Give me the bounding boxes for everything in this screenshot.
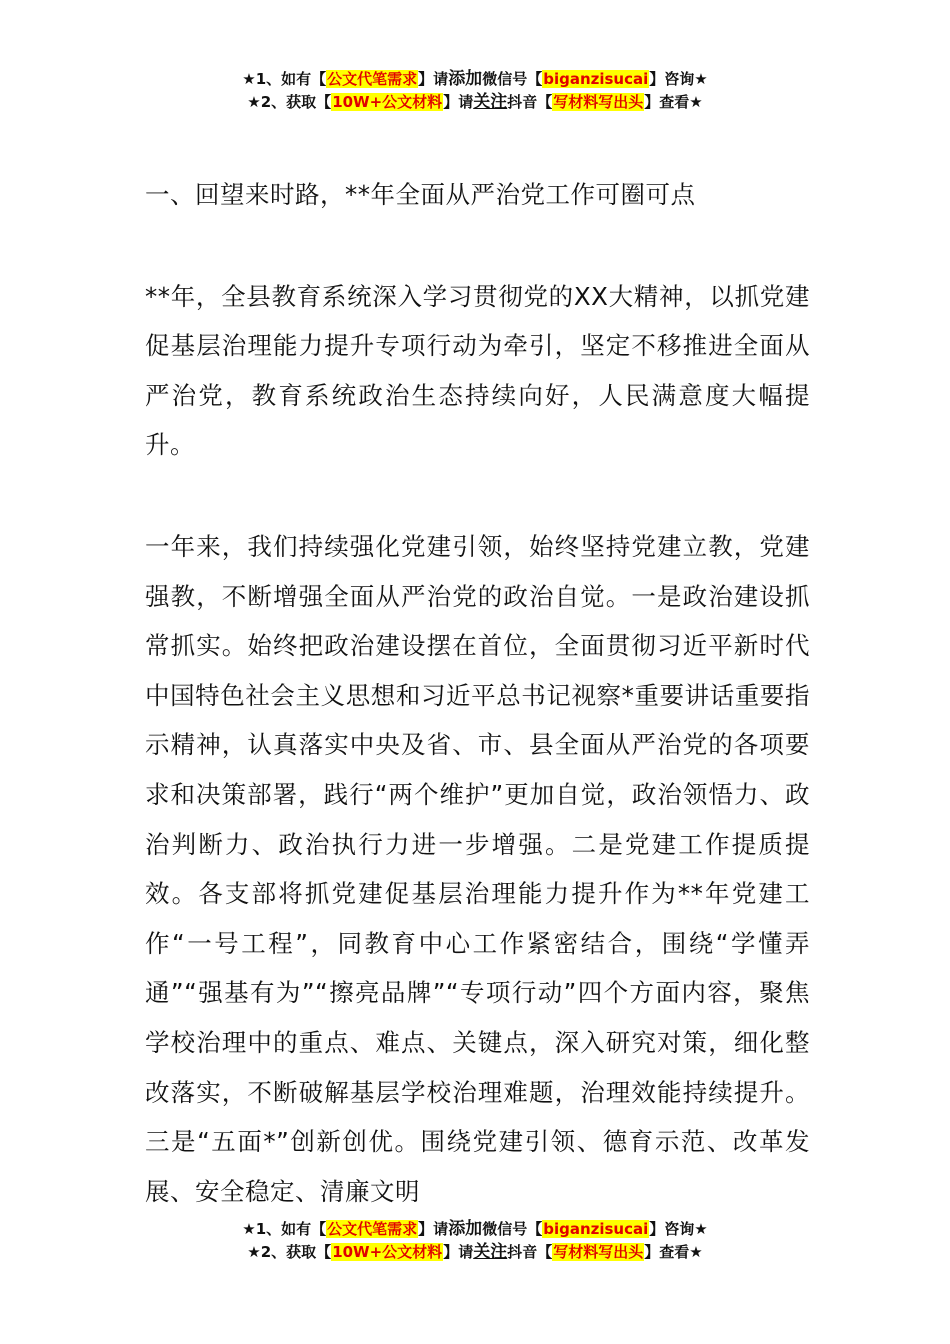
highlight-wechat-id: biganzisucai — [543, 1220, 649, 1238]
promo-banner-bottom — [0, 1218, 950, 1264]
promo-line-2 — [0, 1241, 950, 1264]
section-heading: 一、回望来时路，**年全面从严治党工作可圈可点 — [145, 180, 696, 209]
promo-emphasis: 添加 — [448, 69, 483, 89]
promo-text: 】咨询★ — [649, 70, 708, 88]
document-body — [145, 170, 810, 1216]
promo-text: 抖音【 — [507, 93, 553, 111]
highlight-wechat-id: biganzisucai — [543, 70, 649, 88]
promo-text: 】咨询★ — [649, 1220, 708, 1238]
highlight-materials: 10W+公文材料 — [332, 1243, 443, 1261]
promo-text: 微信号【 — [482, 70, 543, 88]
promo-text: ★2、获取【 — [247, 93, 332, 111]
highlight-service: 公文代笔需求 — [327, 1220, 418, 1238]
promo-text: 】请 — [443, 1243, 474, 1261]
promo-banner-top — [0, 68, 950, 114]
promo-text: 】请 — [418, 70, 449, 88]
promo-text: 】请 — [443, 93, 474, 111]
promo-text: ★1、如有【 — [242, 70, 327, 88]
promo-line-2 — [0, 91, 950, 114]
promo-emphasis: 关注 — [473, 92, 508, 112]
promo-text: 抖音【 — [507, 1243, 553, 1261]
promo-text: 】请 — [418, 1220, 449, 1238]
promo-text: 微信号【 — [482, 1220, 543, 1238]
paragraph-intro: **年，全县教育系统深入学习贯彻党的XX大精神，以抓党建促基层治理能力提升专项行动为牵引，坚定不移推进全面从严治党，教育系统政治生态持续向好，人民满意度大幅提升。 — [145, 281, 810, 460]
promo-text: ★2、获取【 — [247, 1243, 332, 1261]
promo-line-1 — [0, 68, 950, 91]
promo-text: 】查看★ — [644, 93, 703, 111]
highlight-douyin-id: 写材料写出头 — [553, 1243, 644, 1261]
promo-emphasis: 关注 — [473, 1242, 508, 1262]
promo-text: ★1、如有【 — [242, 1220, 327, 1238]
promo-text: 】查看★ — [644, 1243, 703, 1261]
promo-line-1 — [0, 1218, 950, 1241]
highlight-materials: 10W+公文材料 — [332, 93, 443, 111]
promo-emphasis: 添加 — [448, 1219, 483, 1239]
highlight-douyin-id: 写材料写出头 — [553, 93, 644, 111]
highlight-service: 公文代笔需求 — [327, 70, 418, 88]
paragraph-review: 一年来，我们持续强化党建引领，始终坚持党建立教，党建强教，不断增强全面从严治党的政治自觉。一是政治建设抓常抓实。始终把政治建设摆在首位，全面贯彻习近平新时代中国特色社会主义思想和习近平总书记视察*重要讲话重要指示精神，认真落实中央及省、市、县全面从严治党的各项要求和决策部署，践行“两个维护”更加自觉，政治领悟力、政治判断力、政治执行力进一步增强。二是党建工作提质提效。各支部将抓党建促基层治理能力提升作为**年党建工作“一号工程”，同教育中心工作紧密结合，围绕“学懂弄通”“强基有为”“擦亮品牌”“专项行动”四个方面内容，聚焦学校治理中的重点、难点、关键点，深入研究对策，细化整改落实，不断破解基层学校治理难题，治理效能持续提升。三是“五面*”创新创优。围绕党建引领、德育示范、改革发展、安全稳定、清廉文明 — [145, 531, 810, 1206]
